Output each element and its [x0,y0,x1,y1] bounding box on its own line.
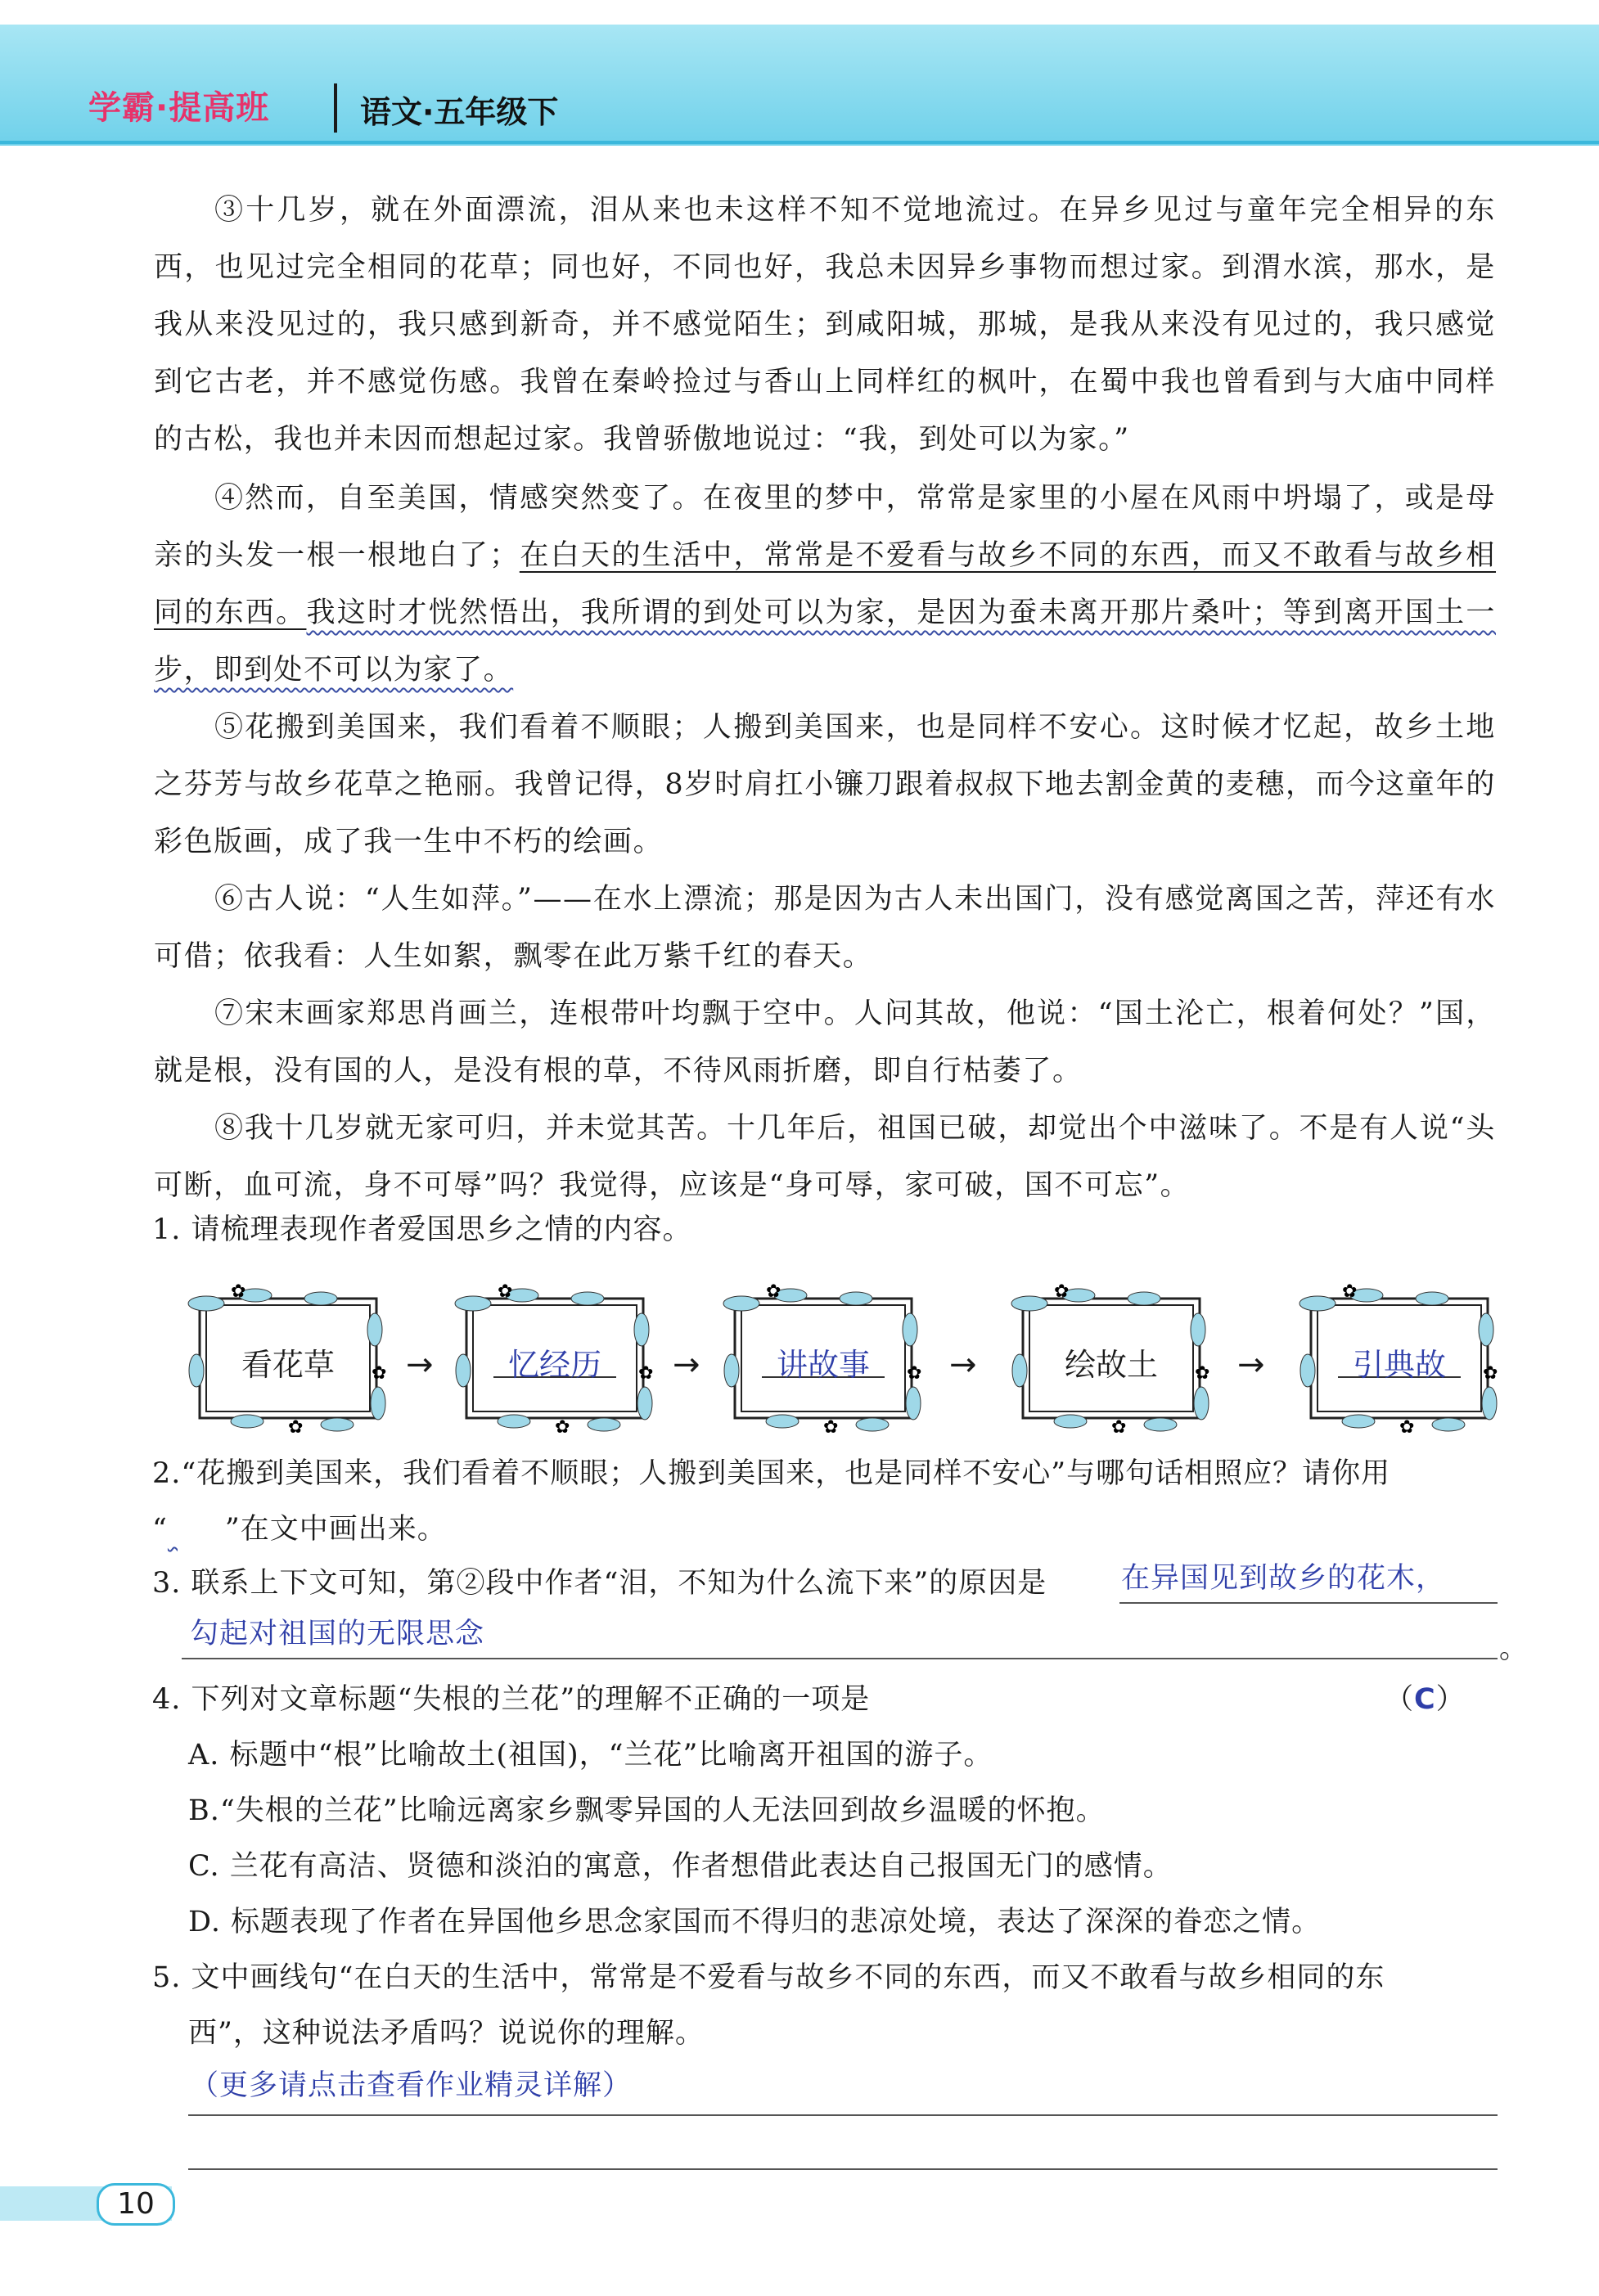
flow-box-2 [448,1281,661,1436]
question-5-line2: 西”，这种说法矛盾吗？说说你的理解。 [188,2017,705,2050]
option-b: B.“失根的兰花”比喻远离家乡飘零异国的人无法回到故乡温暖的怀抱。 [188,1794,1106,1827]
svg-text:✿: ✿ [766,1281,781,1302]
brand-title: 学霸·提高班 [88,89,270,127]
paren-close: ） [1435,1683,1466,1716]
svg-text:✿: ✿ [1483,1363,1498,1384]
answer-3-part2: 勾起对祖国的无限思念 [190,1618,485,1650]
option-a: A. 标题中“根”比喻故土(祖国)，“兰花”比喻离开祖国的游子。 [188,1739,993,1772]
paren-open: （ [1385,1683,1415,1716]
question-2-quote-open: “ [152,1513,168,1546]
flow-box-5 [1293,1281,1506,1436]
question-5: 5. 文中画线句“在白天的生活中，常常是不爱看与故乡不同的东西，而又不敢看与故乡相同的东 [152,1961,1385,1994]
answer-line [188,2168,1498,2170]
paragraph-8: ⑧我十几岁就无家可归，并未觉其苦。十几年后，祖国已破，却觉出个中滋味了。不是有人说“头可断，血可流，身不可辱”吗？我觉得，应该是“身可辱，家可破，国不可忘”。 [154,1112,1496,1202]
flow-box-3 [717,1281,930,1436]
question-2: 2.“花搬到美国来，我们看着不顺眼；人搬到美国来，也是同样不安心”与哪句话相照应？请你用 [152,1457,1391,1490]
svg-text:✿: ✿ [1111,1417,1127,1436]
header-separator [334,83,337,133]
flow-arrow-icon: → [406,1346,434,1384]
paragraph-5: ⑤花搬到美国来，我们看着不顺眼；人搬到美国来，也是同样不安心。这时候才忆起，故乡土地之芬芳与故乡花草之艳丽。我曾记得，8岁时肩扛小镰刀跟着叔叔下地去割金黄的麦穗，而今这童年的彩色版画，成了我一生中不朽的绘画。 [154,711,1496,858]
svg-text:✿: ✿ [372,1363,387,1384]
wavy-sample [168,1509,225,1550]
svg-text:✿: ✿ [638,1363,654,1384]
more-link[interactable]: （更多请点击查看作业精灵详解） [190,2069,633,2102]
paragraph-7: ⑦宋末画家郑思肖画兰，连根带叶均飘于空中。人问其故，他说：“国土沦亡，根着何处？”国，就是根，没有国的人，是没有根的草，不待风雨折磨，即自行枯萎了。 [154,997,1496,1087]
flow-label-2: 忆经历 [507,1347,601,1383]
flow-label-5: 引典故 [1352,1347,1446,1383]
svg-text:✿: ✿ [907,1363,922,1384]
option-d: D. 标题表现了作者在异国他乡思念家国而不得归的悲凉处境，表达了深深的眷恋之情。 [188,1906,1322,1938]
svg-text:✿: ✿ [231,1281,246,1302]
flow-arrow-icon: → [949,1346,977,1384]
answer-3-part1: 在异国见到故乡的花木， [1121,1562,1446,1595]
svg-text:✿: ✿ [288,1417,304,1436]
svg-text:✿: ✿ [555,1417,570,1436]
svg-text:✿: ✿ [823,1417,839,1436]
paragraph-4 [154,470,1496,699]
paragraph-3: ③十几岁，就在外面漂流，泪从来也未这样不知不觉地流过。在异乡见过与童年完全相异的东西，也见过完全相同的花草；同也好，不同也好，我总未因异乡事物而想过家。到渭水滨，那水，是我从来没见过的，我只感到新奇，并不感觉陌生；到咸阳城，那城，是我从来没有见过的，我只感觉到它古老，并不感觉伤感。我曾在秦岭捡过与香山上同样红的枫叶，在蜀中我也曾看到与大庙中同样的古松，我也并未因而想起过家。我曾骄傲地说过：“我，到处可以为家。” [154,194,1496,456]
subject-title: 语文·五年级下 [360,94,559,130]
paragraph-4-part1: ④然而，自至美国，情感突然变了。在夜里的梦中，常常是家里的小屋在风雨中坍塌了，或是母亲的头发一根一根地白了； [154,482,1496,572]
answer-4-bracket [1385,1679,1466,1720]
svg-text:✿: ✿ [1342,1281,1358,1302]
flow-label-3: 讲故事 [776,1347,870,1383]
flow-arrow-icon: → [1237,1346,1265,1384]
flow-label-1: 看花草 [241,1347,335,1383]
question-4: 4. 下列对文章标题“失根的兰花”的理解不正确的一项是 [152,1683,871,1716]
svg-text:✿: ✿ [498,1281,513,1302]
flow-arrow-icon: → [673,1346,700,1384]
page-number: 10 [97,2183,175,2226]
paragraph-6: ⑥古人说：“人生如萍。”——在水上漂流；那是因为古人未出国门，没有感觉离国之苦，萍还有水可借；依我看：人生如絮，飘零在此万紫千红的春天。 [154,883,1496,973]
option-c: C. 兰花有高洁、贤德和淡泊的寓意，作者想借此表达自己报国无门的感情。 [188,1850,1173,1883]
question-1: 1. 请梳理表现作者爱国思乡之情的内容。 [152,1213,692,1246]
flow-box-1 [182,1281,394,1436]
svg-text:✿: ✿ [1399,1417,1415,1436]
question-2-line2 [152,1509,447,1550]
answer-line [1119,1602,1498,1604]
underlined-sentence: 在白天的生活中，常常是不爱看与故乡不同的东西，而又不敢看与故乡相同的东西。 [154,539,1497,629]
question-3: 3. 联系上下文可知，第②段中作者“泪，不知为什么流下来”的原因是 [152,1567,1047,1600]
svg-text:✿: ✿ [1195,1363,1210,1384]
flow-label-4: 绘故土 [1064,1347,1158,1383]
header-divider [0,141,1599,144]
svg-text:✿: ✿ [1054,1281,1070,1302]
answer-line [182,1658,1498,1659]
question-3-end: 。 [1499,1632,1529,1665]
question-2-quote-close: ”在文中画出来。 [224,1513,447,1546]
answer-4: C [1414,1683,1436,1716]
answer-line [188,2114,1498,2116]
wavy-underlined-sentence: 我这时才恍然悟出，我所谓的到处可以为家，是因为蚕未离开那片桑叶；等到离开国土一步，即到处不可以为家了。 [154,597,1496,687]
flow-box-4 [1005,1281,1218,1436]
